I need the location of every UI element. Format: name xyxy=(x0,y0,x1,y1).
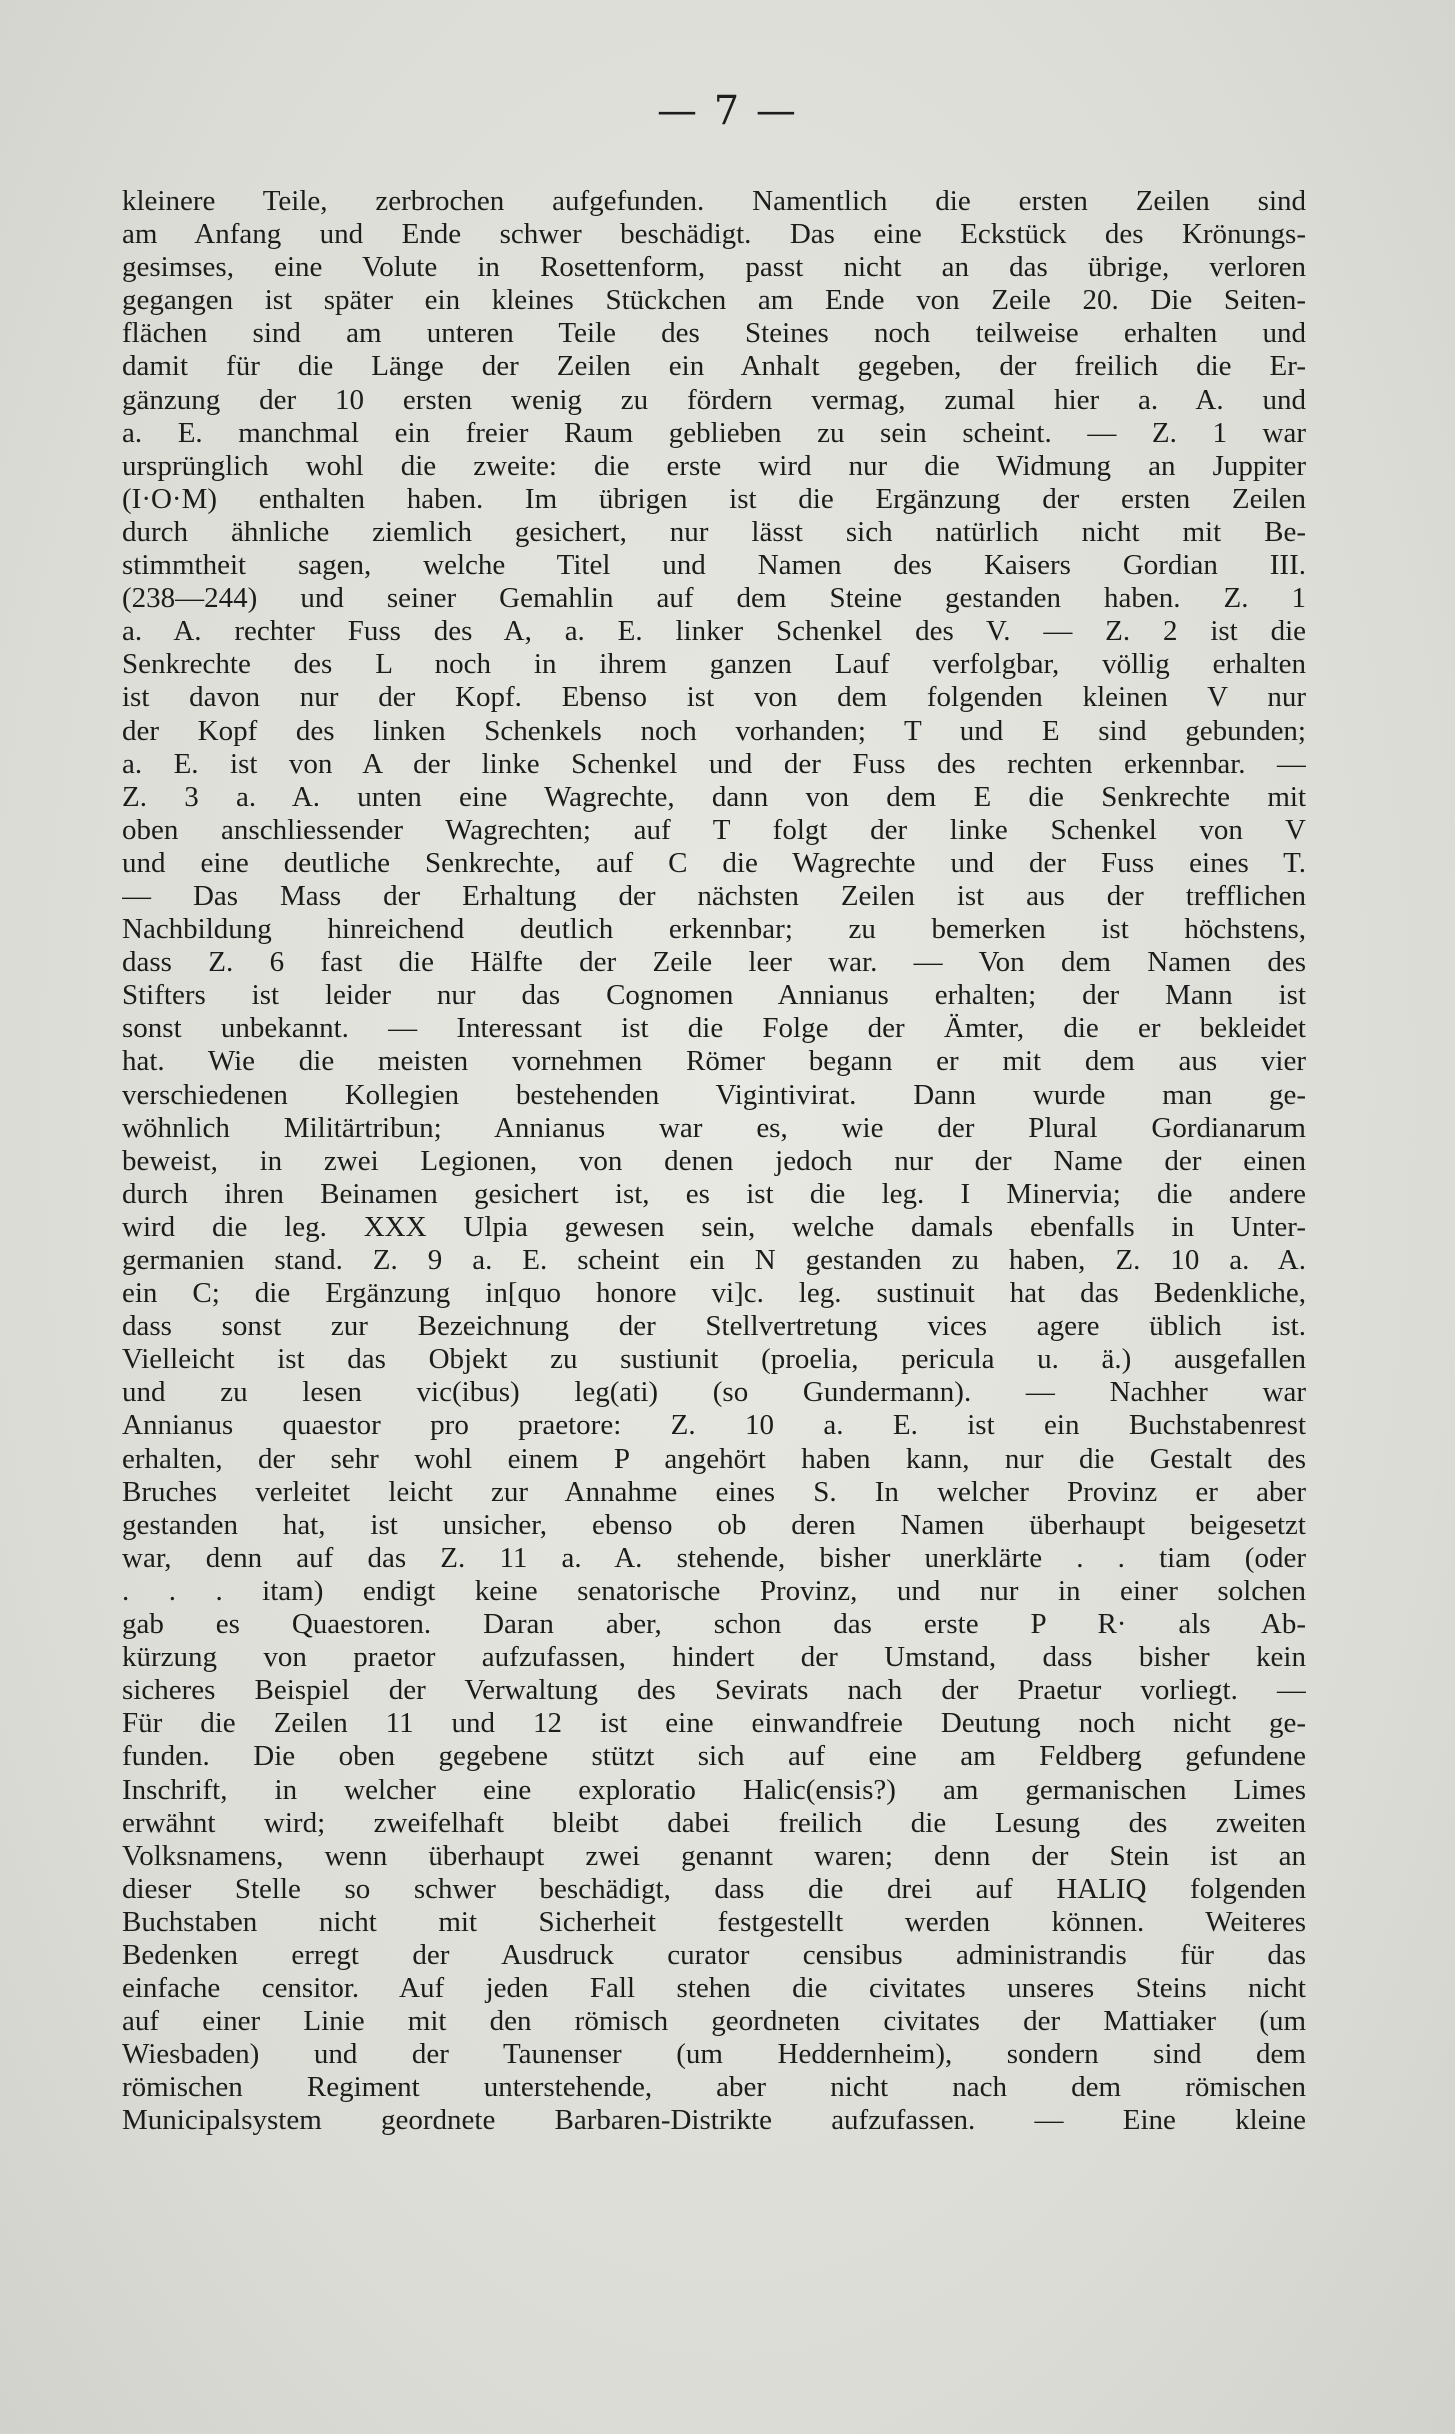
text-line: durch ähnliche ziemlich gesichert, nur lässt sich natürlich nicht mit Be- xyxy=(122,515,1306,548)
text-line: germanien stand. Z. 9 a. E. scheint ein N gestanden zu haben, Z. 10 a. A. xyxy=(122,1244,1306,1276)
page-number: — 7 — xyxy=(657,88,798,134)
text-line: Municipalsystem geordnete Barbaren-Distrikte aufzufassen. — Eine kleine xyxy=(122,2104,1306,2137)
text-line: Nachbildung hinreichend deutlich erkennbar; zu bemerken ist höchstens, xyxy=(122,913,1306,946)
text-line: Bedenken erregt der Ausdruck curator censibus administrandis für das xyxy=(122,1938,1306,1971)
text-line: einfache censitor. Auf jeden Fall stehen die civitates unseres Steins nicht xyxy=(122,1972,1306,2005)
text-line: a. E. ist von A der linke Schenkel und der Fuss des rechten erkennbar. — xyxy=(122,747,1306,780)
text-line: Buchstaben nicht mit Sicherheit festgestellt werden können. Weiteres xyxy=(122,1905,1306,1938)
text-line: auf einer Linie mit den römisch geordneten civitates der Mattiaker (um xyxy=(122,2005,1306,2038)
text-line: war, denn auf das Z. 11 a. A. stehende, bisher unerklärte . . tiam (oder xyxy=(122,1541,1306,1574)
text-line: gegangen ist später ein kleines Stückchen am Ende von Zeile 20. Die Seiten- xyxy=(122,284,1306,317)
text-line: Wiesbaden) und der Taunenser (um Heddernheim), sondern sind dem xyxy=(122,2038,1306,2071)
text-line: Vielleicht ist das Objekt zu sustiunit (proelia, pericula u. ä.) ausgefallen xyxy=(122,1343,1306,1376)
text-line: Z. 3 a. A. unten eine Wagrechte, dann von dem E die Senkrechte mit xyxy=(122,780,1306,813)
text-line: römischen Regiment unterstehende, aber nicht nach dem römischen xyxy=(122,2071,1306,2104)
text-line: hat. Wie die meisten vornehmen Römer begann er mit dem aus vier xyxy=(122,1045,1306,1078)
text-line: ursprünglich wohl die zweite: die erste wird nur die Widmung an Juppiter xyxy=(122,449,1306,482)
text-line: oben anschliessender Wagrechten; auf T folgt der linke Schenkel von V xyxy=(122,813,1306,846)
text-line: dass Z. 6 fast die Hälfte der Zeile leer war. — Von dem Namen des xyxy=(122,946,1306,979)
text-line: (238—244) und seiner Gemahlin auf dem Steine gestanden haben. Z. 1 xyxy=(122,582,1306,615)
text-line: Für die Zeilen 11 und 12 ist eine einwandfreie Deutung noch nicht ge- xyxy=(122,1707,1306,1740)
text-line: erwähnt wird; zweifelhaft bleibt dabei freilich die Lesung des zweiten xyxy=(122,1806,1306,1839)
text-line: und zu lesen vic(ibus) leg(ati) (so Gundermann). — Nachher war xyxy=(122,1376,1306,1409)
text-line: Annianus quaestor pro praetore: Z. 10 a. E. ist ein Buchstabenrest xyxy=(122,1409,1306,1442)
text-line: Volksnamens, wenn überhaupt zwei genannt waren; denn der Stein ist an xyxy=(122,1839,1306,1872)
text-line: und eine deutliche Senkrechte, auf C die Wagrechte und der Fuss eines T. xyxy=(122,846,1306,879)
text-line: — Das Mass der Erhaltung der nächsten Zeilen ist aus der trefflichen xyxy=(122,879,1306,912)
text-line: wöhnlich Militärtribun; Annianus war es, wie der Plural Gordianarum xyxy=(122,1111,1306,1144)
text-line: dieser Stelle so schwer beschädigt, dass die drei auf HALIQ folgenden xyxy=(122,1872,1306,1905)
text-line: ist davon nur der Kopf. Ebenso ist von dem folgenden kleinen V nur xyxy=(122,681,1306,714)
text-line: gab es Quaestoren. Daran aber, schon das erste P R· als Ab- xyxy=(122,1608,1306,1641)
text-line: beweist, in zwei Legionen, von denen jedoch nur der Name der einen xyxy=(122,1144,1306,1177)
text-line: der Kopf des linken Schenkels noch vorhanden; T und E sind gebunden; xyxy=(122,714,1306,747)
text-line: flächen sind am unteren Teile des Steines noch teilweise erhalten und xyxy=(122,317,1306,350)
text-line: verschiedenen Kollegien bestehenden Vigintivirat. Dann wurde man ge- xyxy=(122,1078,1306,1111)
text-line: gänzung der 10 ersten wenig zu fördern vermag, zumal hier a. A. und xyxy=(122,383,1306,416)
text-line: funden. Die oben gegebene stützt sich auf eine am Feldberg gefundene xyxy=(122,1740,1306,1773)
text-line: a. A. rechter Fuss des A, a. E. linker Schenkel des V. — Z. 2 ist die xyxy=(122,615,1306,648)
text-line: wird die leg. XXX Ulpia gewesen sein, welche damals ebenfalls in Unter- xyxy=(122,1210,1306,1243)
text-line: sicheres Beispiel der Verwaltung des Sevirats nach der Praetur vorliegt. — xyxy=(122,1674,1306,1707)
text-line: kleinere Teile, zerbrochen aufgefunden. Namentlich die ersten Zeilen sind xyxy=(122,185,1306,217)
text-line: gesimses, eine Volute in Rosettenform, passt nicht an das übrige, verloren xyxy=(122,251,1306,284)
body-text xyxy=(122,185,1306,2138)
text-line: a. E. manchmal ein freier Raum geblieben zu sein scheint. — Z. 1 war xyxy=(122,416,1306,449)
text-line: damit für die Länge der Zeilen ein Anhalt gegeben, der freilich die Er- xyxy=(122,350,1306,383)
text-line: ein C; die Ergänzung in[quo honore vi]c. leg. sustinuit hat das Bedenkliche, xyxy=(122,1277,1306,1310)
text-line: Stifters ist leider nur das Cognomen Annianus erhalten; der Mann ist xyxy=(122,979,1306,1012)
text-line: durch ihren Beinamen gesichert ist, es ist die leg. I Minervia; die andere xyxy=(122,1177,1306,1210)
text-line: stimmtheit sagen, welche Titel und Namen des Kaisers Gordian III. xyxy=(122,549,1306,582)
text-line: dass sonst zur Bezeichnung der Stellvertretung vices agere üblich ist. xyxy=(122,1310,1306,1343)
text-line: gestanden hat, ist unsicher, ebenso ob deren Namen überhaupt beigesetzt xyxy=(122,1508,1306,1541)
text-line: Bruches verleitet leicht zur Annahme eines S. In welcher Provinz er aber xyxy=(122,1475,1306,1508)
text-line: kürzung von praetor aufzufassen, hindert der Umstand, dass bisher kein xyxy=(122,1641,1306,1674)
text-line: (I·O·M) enthalten haben. Im übrigen ist die Ergänzung der ersten Zeilen xyxy=(122,482,1306,515)
text-line: Senkrechte des L noch in ihrem ganzen Lauf verfolgbar, völlig erhalten xyxy=(122,648,1306,681)
text-line: am Anfang und Ende schwer beschädigt. Das eine Eckstück des Krönungs- xyxy=(122,218,1306,251)
text-line: Inschrift, in welcher eine exploratio Halic(ensis?) am germanischen Limes xyxy=(122,1773,1306,1806)
text-line: erhalten, der sehr wohl einem P angehört haben kann, nur die Gestalt des xyxy=(122,1442,1306,1475)
text-line: sonst unbekannt. — Interessant ist die Folge der Ämter, die er bekleidet xyxy=(122,1012,1306,1045)
text-line: . . . itam) endigt keine senatorische Provinz, und nur in einer solchen xyxy=(122,1574,1306,1607)
